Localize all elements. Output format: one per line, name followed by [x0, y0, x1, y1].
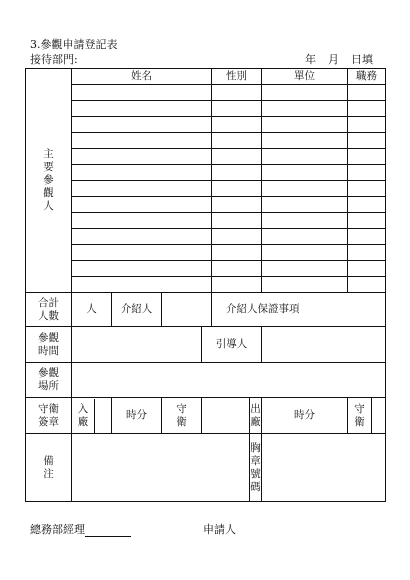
unit-cell[interactable]: [262, 261, 348, 277]
unit-cell[interactable]: [262, 101, 348, 117]
visitor-row: [26, 229, 386, 245]
gender-cell[interactable]: [212, 85, 262, 101]
visit-place-label: [26, 363, 72, 398]
unit-cell[interactable]: [262, 85, 348, 101]
remarks-row: [26, 434, 386, 502]
date-day-label: 日填: [351, 53, 373, 66]
gender-cell[interactable]: [212, 165, 262, 181]
position-cell[interactable]: [348, 133, 386, 149]
vertical-label-text: 守 衛: [176, 402, 187, 428]
vertical-label-text: 參觀 場所: [38, 367, 59, 392]
position-cell[interactable]: [348, 277, 386, 293]
position-cell[interactable]: [348, 165, 386, 181]
name-cell[interactable]: [72, 117, 212, 133]
exit-factory-label: [250, 398, 262, 434]
visit-time-label: [26, 327, 72, 363]
position-cell[interactable]: [348, 229, 386, 245]
vertical-label-text: 胸 章 號 碼: [250, 441, 261, 493]
visitor-row: [26, 133, 386, 149]
form-title: 3.參觀申請登記表: [30, 38, 118, 51]
name-cell[interactable]: [72, 213, 212, 229]
guard-seal-row: [26, 398, 386, 434]
vertical-label-text: 合計 人數: [38, 296, 59, 322]
person-label: 人: [72, 293, 112, 327]
position-cell[interactable]: [348, 261, 386, 277]
visit-time-row: [26, 327, 386, 363]
visitor-row: [26, 277, 386, 293]
visitor-row: [26, 181, 386, 197]
manager-signature: [30, 521, 131, 537]
main-visitor-text: 主 要 參 觀 人: [43, 148, 54, 212]
vertical-label-text: 守 衛: [354, 402, 365, 428]
vertical-label-text: 參觀 時間: [38, 331, 59, 357]
name-cell[interactable]: [72, 277, 212, 293]
total-people-label: [26, 293, 72, 327]
position-cell[interactable]: [348, 197, 386, 213]
enter-guard-field[interactable]: [202, 398, 250, 434]
name-cell[interactable]: [72, 181, 212, 197]
date-year-label: 年: [305, 53, 316, 66]
visitor-row: [26, 117, 386, 133]
gender-cell[interactable]: [212, 101, 262, 117]
name-header: 姓名: [72, 69, 212, 85]
position-cell[interactable]: [348, 213, 386, 229]
visitor-row: [26, 213, 386, 229]
exit-time-label: 時分: [262, 398, 348, 434]
total-people-row: [26, 293, 386, 327]
name-cell[interactable]: [72, 229, 212, 245]
visitor-row: [26, 245, 386, 261]
gender-cell[interactable]: [212, 149, 262, 165]
position-cell[interactable]: [348, 101, 386, 117]
manager-label: 總務部經理: [30, 523, 85, 536]
enter-factory-label: [72, 398, 112, 434]
introducer-field[interactable]: [162, 293, 212, 327]
position-header: 職務: [348, 69, 386, 85]
visitor-row: [26, 197, 386, 213]
reception-dept-label: 接待部門:: [30, 53, 78, 66]
remarks-label: [26, 434, 72, 502]
visitor-row: [26, 165, 386, 181]
gender-cell[interactable]: [212, 197, 262, 213]
gender-cell[interactable]: [212, 229, 262, 245]
position-cell[interactable]: [348, 245, 386, 261]
visit-time-field[interactable]: [72, 327, 202, 363]
visitor-row: [26, 101, 386, 117]
enter-time-label: 時分: [112, 398, 162, 434]
gender-cell[interactable]: [212, 117, 262, 133]
name-cell[interactable]: [72, 261, 212, 277]
manager-sign-line[interactable]: [85, 525, 131, 537]
enter-guard-label: [162, 398, 202, 434]
unit-cell[interactable]: [262, 117, 348, 133]
exit-guard-field[interactable]: [372, 398, 386, 434]
unit-cell[interactable]: [262, 149, 348, 165]
introducer-label: 介紹人: [112, 293, 162, 327]
name-cell[interactable]: [72, 101, 212, 117]
position-cell[interactable]: [348, 117, 386, 133]
visit-place-row: [26, 363, 386, 398]
unit-cell[interactable]: [262, 133, 348, 149]
name-cell[interactable]: [72, 197, 212, 213]
main-visitor-label: [26, 69, 72, 293]
gender-cell[interactable]: [212, 245, 262, 261]
name-cell[interactable]: [72, 133, 212, 149]
guard-seal-label: [26, 398, 72, 434]
name-cell[interactable]: [72, 149, 212, 165]
exit-guard-label: [348, 398, 372, 434]
applicant-label: 申請人: [203, 523, 236, 536]
remarks-field[interactable]: [72, 434, 250, 502]
gender-cell[interactable]: [212, 213, 262, 229]
visitor-row: [26, 261, 386, 277]
visit-place-field[interactable]: [72, 363, 386, 398]
introducer-guarantee-label: 介紹人保證事項: [212, 293, 386, 327]
vertical-label-text: 守衛 簽章: [38, 402, 59, 428]
position-cell[interactable]: [348, 149, 386, 165]
position-cell[interactable]: [348, 181, 386, 197]
unit-cell[interactable]: [262, 165, 348, 181]
gender-cell[interactable]: [212, 133, 262, 149]
badge-number-field[interactable]: [262, 434, 386, 502]
visitor-row: [26, 85, 386, 101]
date-month-label: 月: [328, 53, 339, 66]
badge-number-label: [250, 434, 262, 502]
visit-registration-table: [25, 68, 386, 502]
unit-header: 單位: [262, 69, 348, 85]
position-cell[interactable]: [348, 85, 386, 101]
gender-header: 性別: [212, 69, 262, 85]
unit-cell[interactable]: [262, 229, 348, 245]
vertical-label-text: 出 廠: [250, 402, 261, 428]
unit-cell[interactable]: [262, 213, 348, 229]
unit-cell[interactable]: [262, 245, 348, 261]
unit-cell[interactable]: [262, 197, 348, 213]
gender-cell[interactable]: [212, 277, 262, 293]
guide-field[interactable]: [262, 327, 386, 363]
gender-cell[interactable]: [212, 181, 262, 197]
visitor-header-row: [26, 69, 386, 85]
gender-cell[interactable]: [212, 261, 262, 277]
unit-cell[interactable]: [262, 277, 348, 293]
visitor-row: [26, 149, 386, 165]
name-cell[interactable]: [72, 85, 212, 101]
name-cell[interactable]: [72, 165, 212, 181]
vertical-label-text: 入 廠: [77, 402, 89, 428]
vertical-label-text: 備 注: [43, 454, 54, 480]
unit-cell[interactable]: [262, 181, 348, 197]
name-cell[interactable]: [72, 245, 212, 261]
guide-label: 引導人: [202, 327, 262, 363]
